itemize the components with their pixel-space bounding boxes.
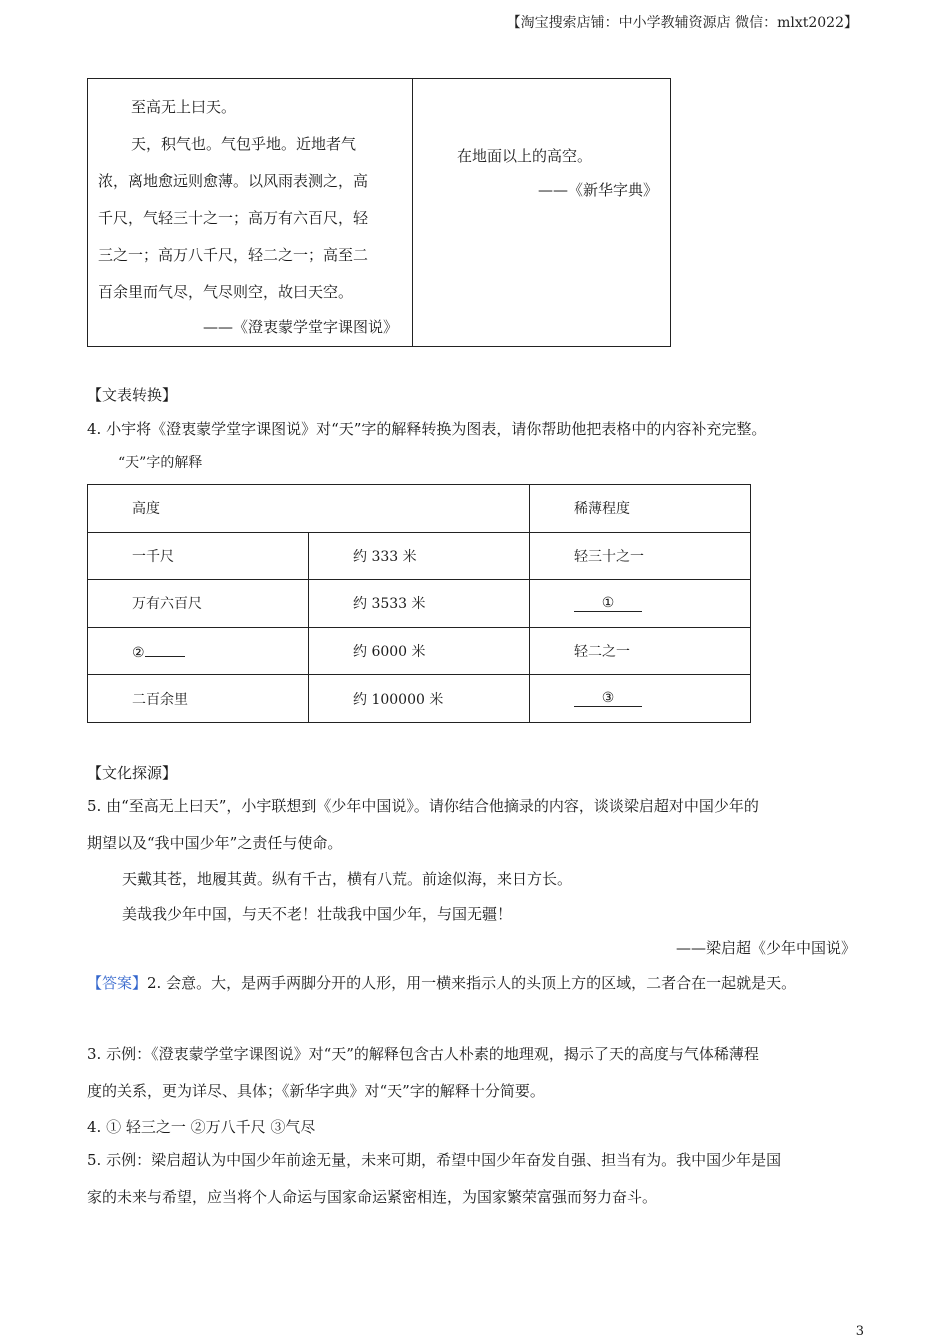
table-row	[88, 532, 751, 580]
table-row	[88, 627, 751, 675]
answer-4: 4. ① 轻三之一 ②万八千尺 ③气尽	[87, 1118, 316, 1136]
section-title-conversion: 【文表转换】	[87, 386, 178, 404]
chengzhong-line: 千尺，气轻三十之一；高万有六百尺，轻	[98, 209, 369, 227]
question-4: 4. 小宇将《澄衷蒙学堂字课图说》对“天”字的解释转换为图表，请你帮助他把表格中的内容补充完整。	[87, 420, 767, 438]
answer-5-line: 5. 示例：梁启超认为中国少年前途无量，未来可期，希望中国少年奋发自强、担当有为。我中国少年是国	[87, 1151, 782, 1169]
source-cell-chengzhong	[88, 79, 413, 347]
answer-tag: 【答案】	[87, 974, 148, 992]
cell-height: 万有六百尺	[88, 580, 309, 628]
cell-meters: 约 333 米	[309, 532, 530, 580]
chengzhong-line: 天，积气也。气包乎地。近地者气	[131, 135, 357, 153]
cell-height: 二百余里	[88, 675, 309, 723]
cell-meters: 约 100000 米	[309, 675, 530, 723]
chengzhong-line: 百余里而气尽，气尽则空，故曰天空。	[98, 283, 354, 301]
source-cell-xinhua	[413, 79, 671, 347]
answer-3-line: 3. 示例：《澄衷蒙学堂字课图说》对“天”的解释包含古人朴素的地理观，揭示了天的高度与气体稀薄程	[87, 1045, 759, 1063]
blank-2-label: ②	[132, 644, 145, 661]
cell-thinness: 轻二之一	[530, 627, 751, 675]
conversion-table	[87, 484, 751, 723]
table-caption: “天”字的解释	[118, 455, 203, 471]
cell-meters: 约 3533 米	[309, 580, 530, 628]
chengzhong-source: ——《澄衷蒙学堂字课图说》	[202, 318, 398, 336]
cell-thinness: 轻三十之一	[530, 532, 751, 580]
xinhua-source: ——《新华字典》	[537, 181, 658, 199]
chengzhong-heading: 至高无上曰天。	[131, 98, 237, 116]
quote-line: 天戴其苍，地履其黄。纵有千古，横有八荒。前途似海，来日方长。	[122, 870, 573, 888]
cell-meters: 约 6000 米	[309, 627, 530, 675]
blank-1[interactable]: ①	[574, 595, 642, 612]
table-row	[88, 675, 751, 723]
xinhua-definition: 在地面以上的高空。	[457, 147, 593, 165]
cell-height: 一千尺	[88, 532, 309, 580]
cell-thinness	[530, 675, 751, 723]
answer-2-text: 2. 会意。大，是两手两脚分开的人形，用一横来指示人的头顶上方的区域，二者合在一起就是天。	[147, 974, 797, 992]
header-height: 高度	[88, 485, 530, 533]
chengzhong-line: 三之一；高万八千尺，轻二之一；高至二	[98, 246, 369, 264]
question-5-line: 5. 由“至高无上曰天”，小宇联想到《少年中国说》。请你结合他摘录的内容，谈谈梁启超对中国少年的	[87, 797, 759, 815]
table-row	[88, 485, 751, 533]
answer-5-line: 家的未来与希望，应当将个人命运与国家命运紧密相连，为国家繁荣富强而努力奋斗。	[87, 1188, 658, 1206]
page-header: 【淘宝搜索店铺：中小学教辅资源店 微信：mlxt2022】	[506, 15, 858, 31]
cell-height	[88, 627, 309, 675]
chengzhong-line: 浓，离地愈远则愈薄。以风雨表测之，高	[98, 172, 369, 190]
blank-3[interactable]: ③	[574, 690, 642, 707]
cell-thinness	[530, 580, 751, 628]
answer-5	[87, 1142, 877, 1216]
question-5	[87, 788, 877, 862]
answer-3	[87, 1036, 877, 1110]
question-5-line: 期望以及“我中国少年”之责任与使命。	[87, 834, 343, 852]
source-comparison-table	[87, 78, 671, 347]
table-row	[88, 580, 751, 628]
quote-line: 美哉我少年中国，与天不老！壮哉我中国少年，与国无疆！	[122, 905, 513, 923]
header-thinness: 稀薄程度	[530, 485, 751, 533]
blank-2[interactable]	[145, 642, 185, 657]
page-number: 3	[855, 1324, 864, 1339]
answer-3-line: 度的关系，更为详尽、具体；《新华字典》对“天”字的解释十分简要。	[87, 1082, 545, 1100]
section-title-culture: 【文化探源】	[87, 764, 178, 782]
answer-2	[87, 972, 796, 993]
quote-source: ——梁启超《少年中国说》	[675, 939, 856, 957]
